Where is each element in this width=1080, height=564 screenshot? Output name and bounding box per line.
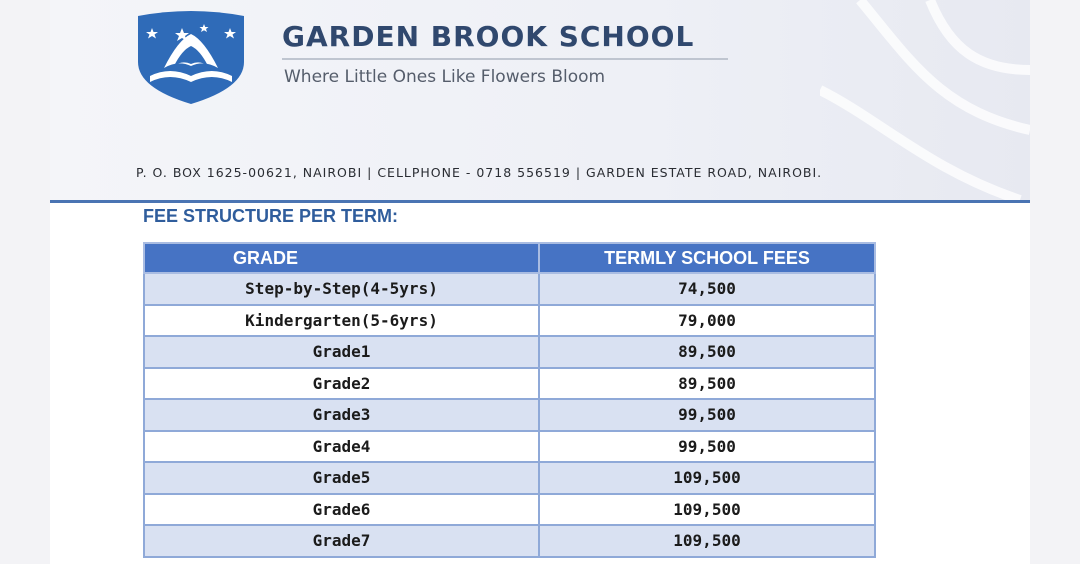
fee-cell: 99,500: [539, 399, 875, 431]
motto-divider: [282, 58, 728, 60]
grade-cell: Grade1: [144, 336, 539, 368]
grade-cell: Grade3: [144, 399, 539, 431]
fee-cell: 89,500: [539, 368, 875, 400]
table-row: [144, 305, 875, 337]
fee-cell: 89,500: [539, 336, 875, 368]
column-header-fees: TERMLY SCHOOL FEES: [539, 243, 875, 273]
table-header-row: [144, 243, 875, 273]
table-row: [144, 431, 875, 463]
table-row: [144, 368, 875, 400]
table-row: [144, 336, 875, 368]
section-title: FEE STRUCTURE PER TERM:: [143, 206, 399, 226]
fee-cell: 79,000: [539, 305, 875, 337]
column-header-grade: GRADE: [144, 243, 539, 273]
table-row: [144, 273, 875, 305]
fee-cell: 109,500: [539, 462, 875, 494]
header-divider: [50, 200, 1030, 203]
grade-cell: Grade5: [144, 462, 539, 494]
grade-cell: Grade4: [144, 431, 539, 463]
fee-cell: 99,500: [539, 431, 875, 463]
fee-table: [143, 242, 876, 558]
grade-cell: Grade7: [144, 525, 539, 557]
fee-cell: 109,500: [539, 525, 875, 557]
grade-cell: Step-by-Step(4-5yrs): [144, 273, 539, 305]
fee-cell: 109,500: [539, 494, 875, 526]
table-row: [144, 525, 875, 557]
school-crest-logo: [130, 10, 252, 104]
school-name: GARDEN BROOK SCHOOL: [282, 20, 695, 53]
table-row: [144, 494, 875, 526]
contact-address: P. O. BOX 1625-00621, NAIROBI | CELLPHONE - 0718 556519 | GARDEN ESTATE ROAD, NAIROBI.: [136, 165, 823, 180]
fee-cell: 74,500: [539, 273, 875, 305]
grade-cell: Grade2: [144, 368, 539, 400]
table-row: [144, 462, 875, 494]
floral-watermark: [820, 0, 1030, 200]
grade-cell: Kindergarten(5-6yrs): [144, 305, 539, 337]
school-motto: Where Little Ones Like Flowers Bloom: [284, 67, 606, 87]
table-row: [144, 399, 875, 431]
grade-cell: Grade6: [144, 494, 539, 526]
